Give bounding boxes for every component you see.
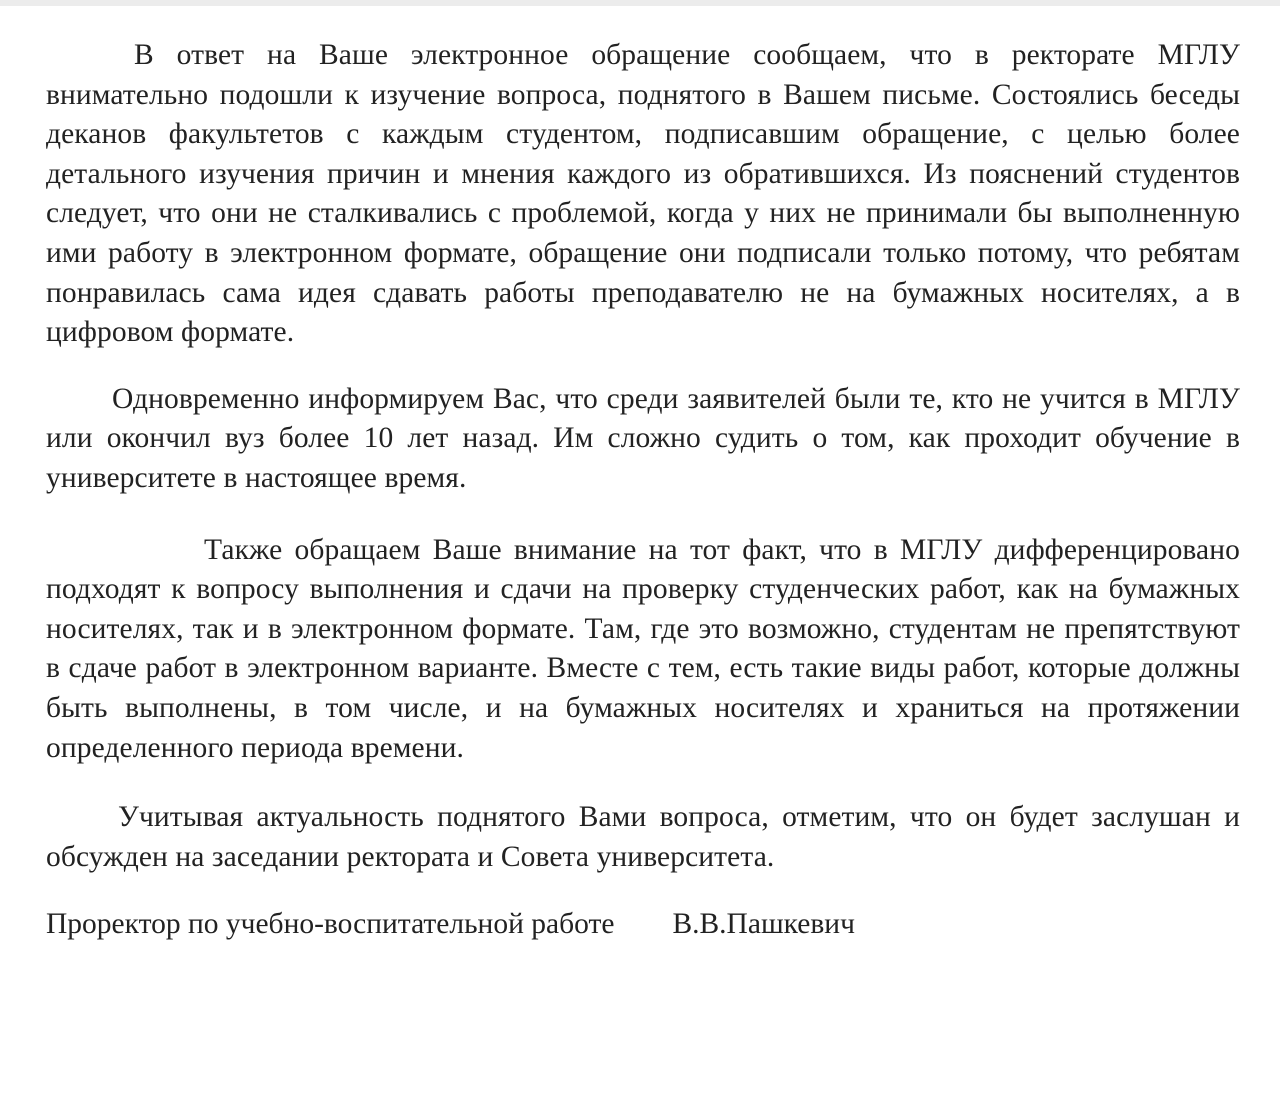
paragraph-electronic-appeal-response: В ответ на Ваше электронное обращение сообщаем, что в ректорате МГЛУ внимательно подошли к изучение вопроса, поднятого в Вашем письме. Состоялись беседы деканов факультетов с каждым студентом, подписавшим обращение, с целью более детального изучения причин и мнения каждого из обратившихся. Из пояснений студентов следует, что они не сталкивались с проблемой, когда у них не принимали бы выполненную ими работу в электронном формате, обращение они подписали только потому, что ребятам понравилась сама идея сдавать работы преподавателю не на бумажных носителях, а в цифровом формате. [46, 39, 1240, 349]
paragraph-differentiated-approach: Также обращаем Ваше внимание на тот факт, что в МГЛУ дифференцировано подходят к вопросу выполнения и сдачи на проверку студенческих работ, как на бумажных носителях, так и в электронном формате. Там, где это возможно, студентам не препятствуют в сдаче работ в электронном варианте. Вместе с тем, есть такие виды работ, которые должны быть выполнены, в том числе, и на бумажных носителях и храниться на протяжении определенного периода времени. [46, 533, 1240, 764]
top-border [0, 0, 1280, 6]
signatory-name: В.В.Пашкевич [672, 908, 855, 941]
letter-body [46, 36, 1240, 945]
paragraph-rectorate-meeting: Учитывая актуальность поднятого Вами вопроса, отметим, что он будет заслушан и обсужден на заседании ректората и Совета университета. [46, 801, 1240, 873]
paragraph-applicants-info: Одновременно информируем Вас, что среди заявителей были те, кто не учится в МГЛУ или окончил вуз более 10 лет назад. Им сложно судить о том, как проходит обучение в университете в настоящее время. [46, 382, 1240, 494]
signature-block [46, 905, 1240, 945]
signatory-position: Проректор по учебно-воспитательной работе [46, 908, 615, 941]
